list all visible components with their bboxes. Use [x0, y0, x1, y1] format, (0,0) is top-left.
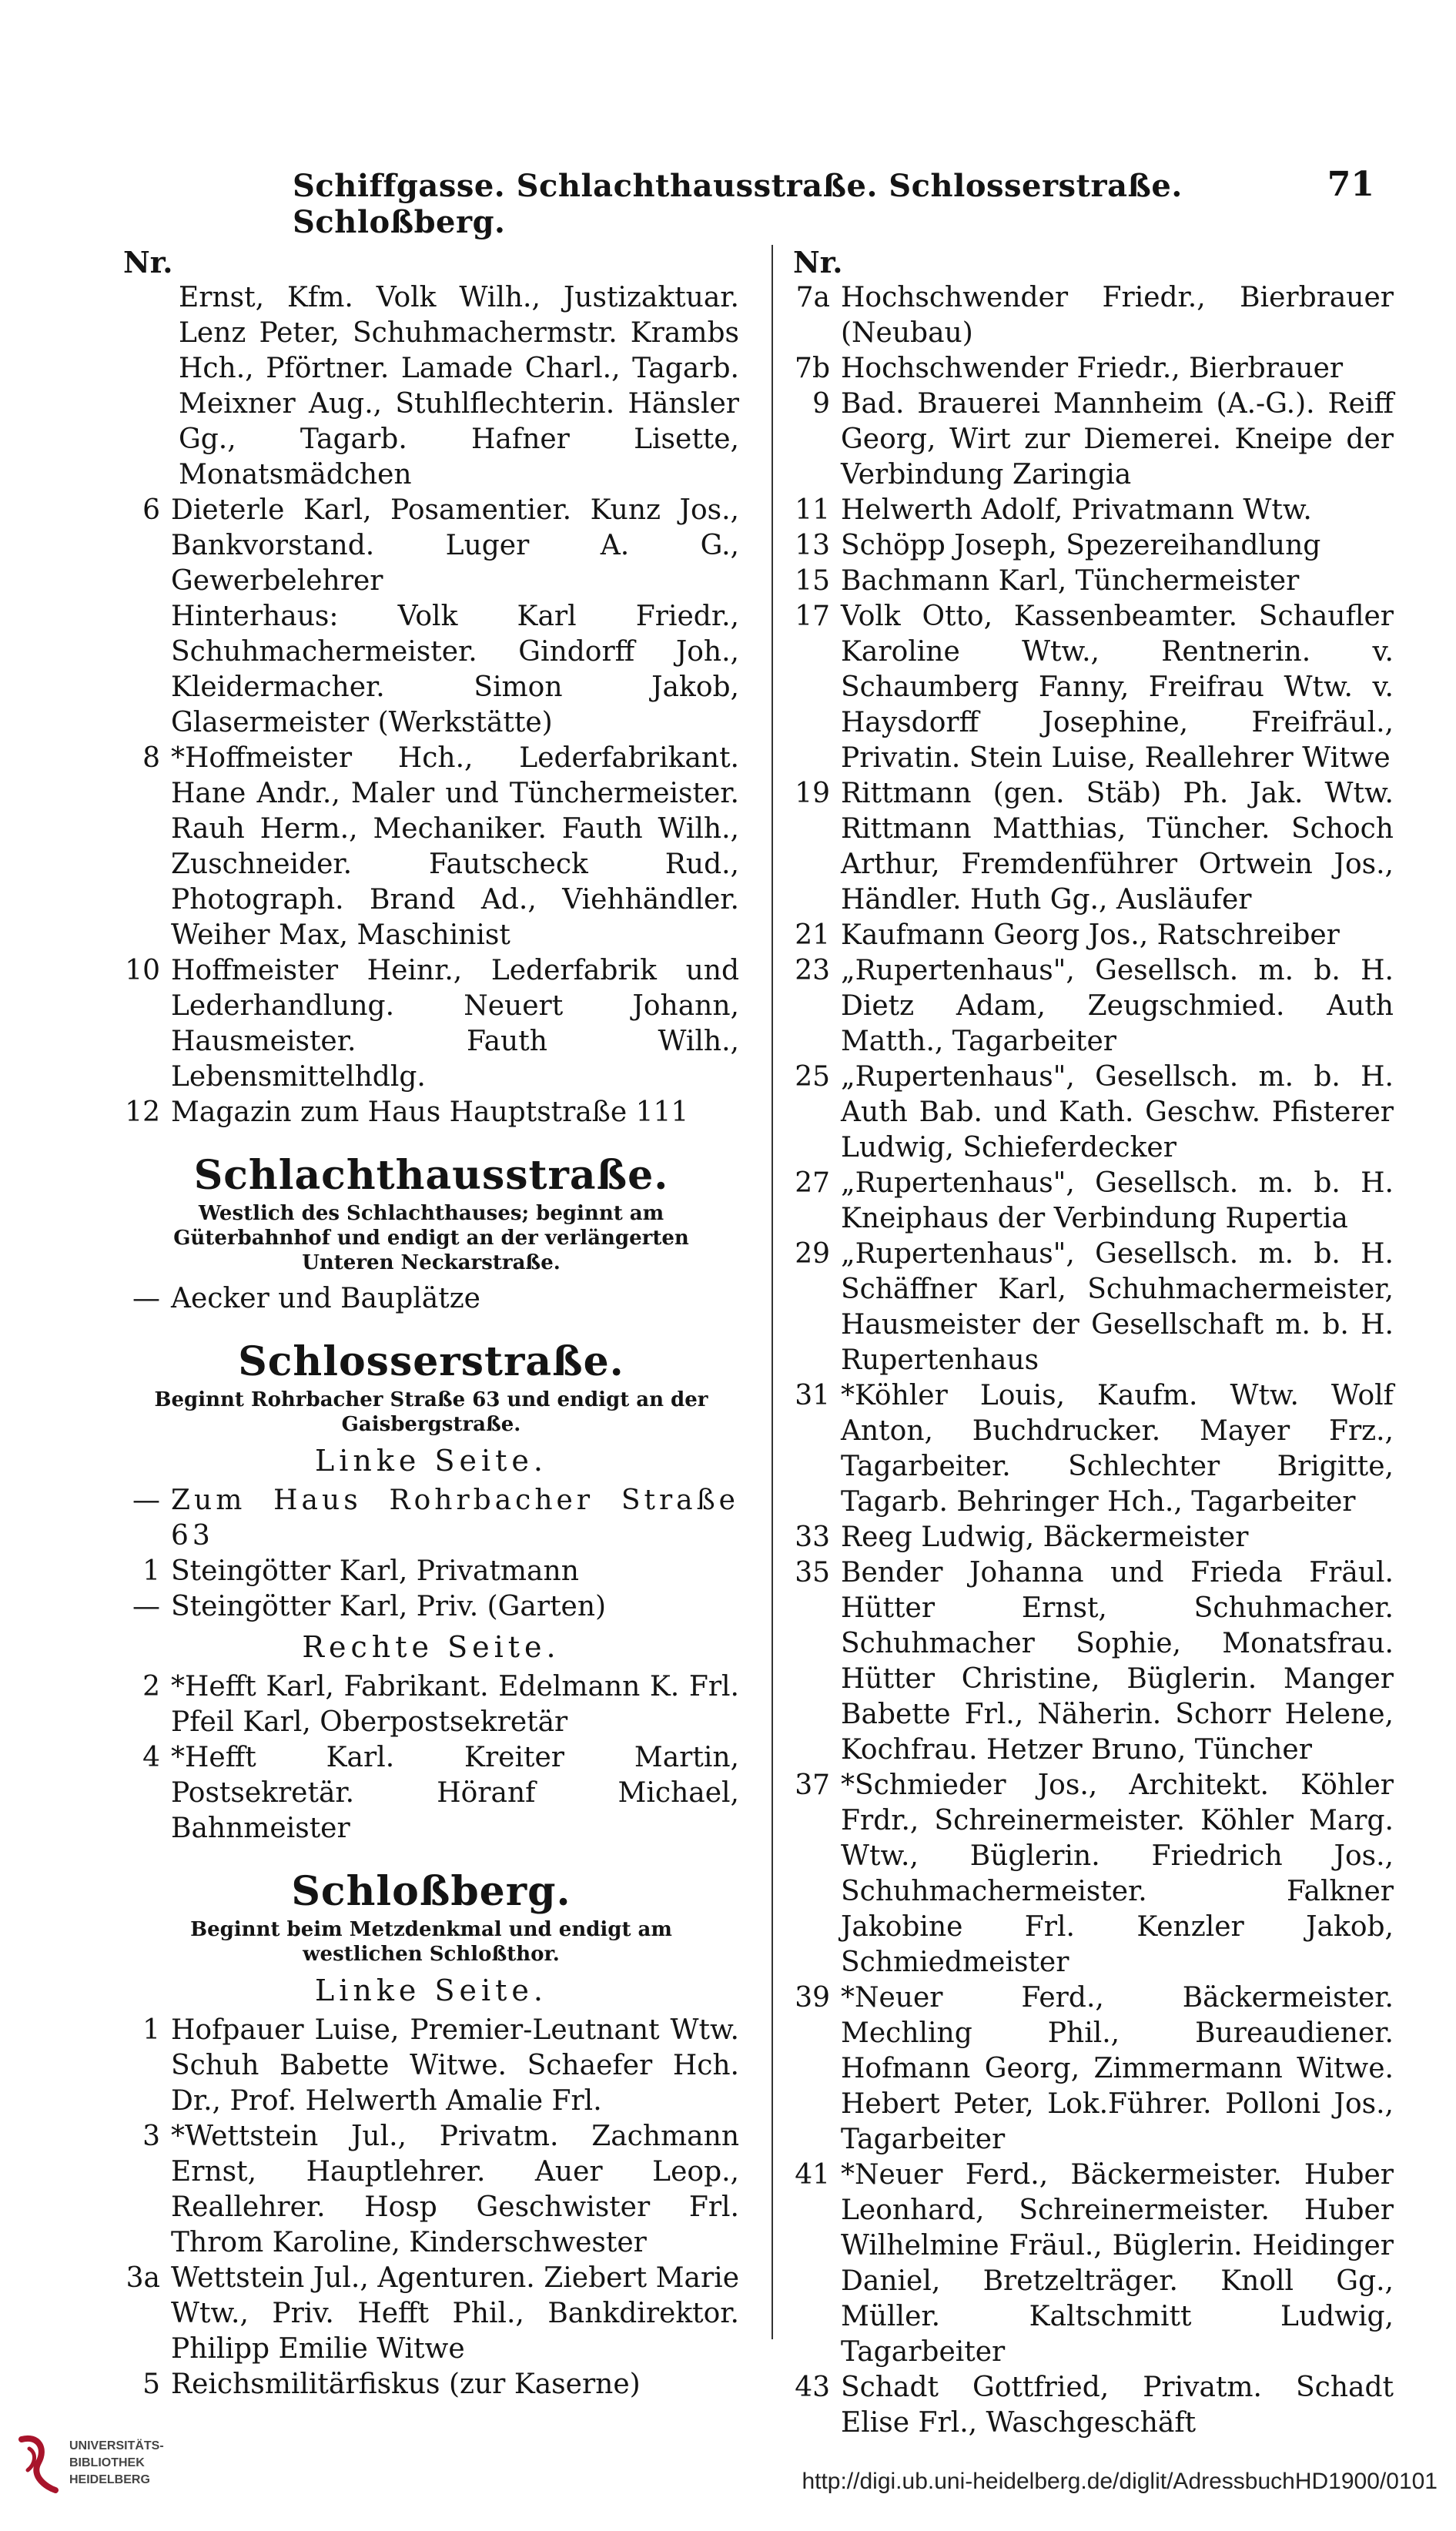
- address-entry: [123, 1281, 739, 1317]
- side-heading-right: Rechte Seite.: [302, 1630, 561, 1664]
- address-entry: [793, 1237, 1394, 1378]
- entry-text: Hofpauer Luise, Premier-Leutnant Wtw. Schuh Babette Witwe. Schaefer Hch. Dr., Prof. Helwerth Amalie Frl.: [171, 2014, 739, 2117]
- house-number: [123, 599, 171, 741]
- entry-text: Kaufmann Georg Jos., Ratschreiber: [841, 919, 1340, 951]
- entry-text: Bachmann Karl, Tünchermeister: [841, 565, 1300, 597]
- entry-text: Bender Johanna und Frieda Fräul. Hütter Ernst, Schuhmacher. Schuhmacher Sophie, Monatsfrau. Hütter Christine, Büglerin. Manger Babette Frl., Näherin. Schorr Helene, Kochfrau. Hetzer Bruno, Tüncher: [841, 1557, 1394, 1766]
- address-entry: [793, 493, 1394, 528]
- entry-text: Hochschwender Friedr., Bierbrauer (Neubau): [841, 282, 1394, 349]
- side-heading-left: Linke Seite.: [315, 1974, 547, 2007]
- entry-text: Reichsmilitärfiskus (zur Kaserne): [171, 2369, 641, 2400]
- house-number: 41: [795, 2159, 830, 2191]
- street-heading-schlossberg: Schloßberg.: [291, 1868, 571, 1915]
- entry-text: Hinterhaus: Volk Karl Friedr., Schuhmachermeister. Gindorff Joh., Kleidermacher. Simon Jakob, Glasermeister (Werkstätte): [171, 601, 739, 738]
- entry-text: *Hoffmeister Hch., Lederfabrikant. Hane Andr., Maler und Tünchermeister. Rauh Herm., Mechaniker. Fauth Wilh., Zuschneider. Fautscheck Rud., Photograph. Brand Ad., Viehhändler. Weiher Max, Maschinist: [171, 742, 739, 951]
- address-entry: [793, 1980, 1394, 2158]
- entry-text: Schöpp Joseph, Spezereihandlung: [841, 530, 1321, 561]
- house-number: 12: [125, 1096, 160, 1128]
- entry-text: Schadt Gottfried, Privatm. Schadt Elise Frl., Waschgeschäft: [841, 2372, 1394, 2439]
- address-entry: [123, 741, 739, 953]
- house-number: 29: [795, 1238, 830, 1270]
- house-number: —: [132, 1485, 160, 1516]
- side-heading-left: Linke Seite.: [315, 1444, 547, 1478]
- entry-text: Magazin zum Haus Hauptstraße 111: [171, 1096, 689, 1128]
- address-entry: [793, 953, 1394, 1060]
- house-number: 7a: [795, 282, 830, 313]
- house-number: 31: [795, 1380, 830, 1411]
- house-number: 33: [795, 1522, 830, 1553]
- logo-line: BIBLIOTHEK: [69, 2456, 145, 2469]
- house-number: 3: [142, 2121, 160, 2152]
- address-entry: [793, 1166, 1394, 1237]
- logo-line: UNIVERSITÄTS-: [69, 2439, 164, 2452]
- entry-text: Steingötter Karl, Priv. (Garten): [171, 1591, 607, 1622]
- house-number: 43: [795, 2372, 830, 2403]
- address-entry: [793, 564, 1394, 599]
- house-number: 19: [795, 778, 830, 809]
- house-number: 3a: [126, 2262, 160, 2294]
- entry-text: Steingötter Karl, Privatmann: [171, 1555, 579, 1587]
- entry-text: *Hefft Karl, Fabrikant. Edelmann K. Frl. Pfeil Karl, Oberpostsekretär: [171, 1671, 739, 1738]
- entry-text: *Neuer Ferd., Bäckermeister. Huber Leonhard, Schreinermeister. Huber Wilhelmine Fräul., Büglerin. Heidinger Daniel, Bretzelträger. Knoll Gg., Müller. Kaltschmitt Ludwig, Tagarbeiter: [841, 2159, 1394, 2368]
- street-description: Beginnt Rohrbacher Straße 63 und endigt an der Gaisbergstraße.: [154, 1388, 708, 1436]
- entry-text: Aecker und Bauplätze: [171, 1283, 480, 1314]
- entry-text: Wettstein Jul., Agenturen. Ziebert Marie Wtw., Priv. Hefft Phil., Bankdirektor. Philipp Emilie Witwe: [171, 2262, 739, 2365]
- address-entry: [123, 1589, 739, 1625]
- entry-text: Zum Haus Rohrbacher Straße 63: [171, 1485, 739, 1552]
- entry-text: Volk Otto, Kassenbeamter. Schaufler Karoline Wtw., Rentnerin. v. Schaumberg Fanny, Freifrau Wtw. v. Haysdorff Josephine, Freifräul., Privatin. Stein Luise, Reallehrer Witwe: [841, 601, 1394, 774]
- house-number: 1: [142, 1555, 160, 1587]
- address-entry: [123, 1483, 739, 1554]
- house-number: 21: [795, 919, 830, 951]
- library-logo-text: [69, 2438, 164, 2489]
- entry-text: *Hefft Karl. Kreiter Martin, Postsekretär. Höranf Michael, Bahnmeister: [171, 1742, 739, 1844]
- house-number: 11: [795, 494, 830, 526]
- address-entry: [793, 918, 1394, 953]
- house-number: 37: [795, 1769, 830, 1801]
- entry-text: *Wettstein Jul., Privatm. Zachmann Ernst, Hauptlehrer. Auer Leop., Reallehrer. Hosp Geschwister Frl. Throm Karoline, Kinderschwester: [171, 2121, 739, 2258]
- address-entry: [123, 1669, 739, 1740]
- house-number: 35: [795, 1557, 830, 1589]
- street-description: Beginnt beim Metzdenkmal und endigt am westlichen Schloßthor.: [190, 1918, 672, 1966]
- house-number: 27: [795, 1167, 830, 1199]
- address-entry: [793, 1768, 1394, 1980]
- entry-text: *Köhler Louis, Kaufm. Wtw. Wolf Anton, Buchdrucker. Mayer Frz., Tagarbeiter. Schlechter Brigitte, Tagarb. Behringer Hch., Tagarbeiter: [841, 1380, 1394, 1518]
- entry-text: Hochschwender Friedr., Bierbrauer: [841, 353, 1344, 384]
- address-entry: [793, 1555, 1394, 1768]
- house-number: 23: [795, 955, 830, 986]
- entry-text: „Rupertenhaus", Gesellsch. m. b. H. Auth Bab. und Kath. Geschw. Pfisterer Ludwig, Schieferdecker: [841, 1061, 1394, 1163]
- house-number: 15: [795, 565, 830, 597]
- house-number: 13: [795, 530, 830, 561]
- address-entry: [793, 387, 1394, 493]
- library-logo-icon: [15, 2433, 62, 2495]
- page-number: 71: [1327, 165, 1374, 204]
- address-entry: [793, 776, 1394, 918]
- address-entry: [123, 2013, 739, 2119]
- running-head: Schiffgasse. Schlachthausstraße. Schlosserstraße. Schloßberg.: [293, 168, 1183, 240]
- address-entry: [793, 351, 1394, 387]
- address-entry: [793, 2370, 1394, 2441]
- source-url[interactable]: http://digi.ub.uni-heidelberg.de/diglit/AdressbuchHD1900/0101: [802, 2469, 1438, 2494]
- address-entry: [123, 1740, 739, 1846]
- house-number: 9: [812, 388, 830, 420]
- street-heading-schlachthaus: Schlachthausstraße.: [193, 1152, 669, 1199]
- house-number: 25: [795, 1061, 830, 1093]
- house-number: 5: [142, 2369, 160, 2400]
- house-number: —: [132, 1283, 160, 1314]
- entry-text: „Rupertenhaus", Gesellsch. m. b. H. Schäffner Karl, Schuhmachermeister, Hausmeister der Gesellschaft m. b. H. Rupertenhaus: [841, 1238, 1394, 1376]
- house-number: 8: [142, 742, 160, 774]
- house-number: —: [132, 1591, 160, 1622]
- entry-text: *Schmieder Jos., Architekt. Köhler Frdr., Schreinermeister. Köhler Marg. Wtw., Büglerin. Friedrich Jos., Schuhmachermeister. Falkner Jakobine Frl. Kenzler Jakob, Schmiedmeister: [841, 1769, 1394, 1978]
- left-column: [123, 245, 739, 2402]
- address-entry: [123, 1095, 739, 1130]
- house-number: 1: [142, 2014, 160, 2046]
- entry-text: Rittmann (gen. Stäb) Ph. Jak. Wtw. Rittmann Matthias, Tüncher. Schoch Arthur, Fremdenführer Ortwein Jos., Händler. Huth Gg., Ausläufer: [841, 778, 1394, 916]
- house-number: 2: [142, 1671, 160, 1702]
- address-entry: [123, 1554, 739, 1589]
- nr-label: Nr.: [793, 245, 843, 280]
- entry-continuation: Ernst, Kfm. Volk Wilh., Justizaktuar. Lenz Peter, Schuhmachermstr. Krambs Hch., Pförtner. Lamade Charl., Tagarb. Meixner Aug., Stuhlflechterin. Hänsler Gg., Tagarb. Hafner Lisette, Monatsmädchen: [179, 282, 739, 490]
- house-number: 6: [142, 494, 160, 526]
- house-number: 17: [795, 601, 830, 632]
- entry-text: Helwerth Adolf, Privatmann Wtw.: [841, 494, 1312, 526]
- address-entry: [793, 599, 1394, 776]
- nr-label: Nr.: [123, 245, 173, 280]
- house-number: 10: [125, 955, 160, 986]
- entry-text: „Rupertenhaus", Gesellsch. m. b. H. Kneiphaus der Verbindung Rupertia: [841, 1167, 1394, 1234]
- address-entry: [793, 280, 1394, 351]
- entry-text: Dieterle Karl, Posamentier. Kunz Jos., Bankvorstand. Luger A. G., Gewerbelehrer: [171, 494, 739, 597]
- address-entry: [123, 2367, 739, 2402]
- address-entry: [793, 1520, 1394, 1555]
- address-entry: [123, 2261, 739, 2367]
- address-entry: [793, 1378, 1394, 1520]
- column-divider: [772, 245, 773, 2339]
- address-entry: [123, 493, 739, 599]
- entry-text: Reeg Ludwig, Bäckermeister: [841, 1522, 1249, 1553]
- address-entry: [793, 1060, 1394, 1166]
- house-number: 7b: [795, 353, 830, 384]
- address-entry: [123, 599, 739, 741]
- address-entry: [123, 953, 739, 1095]
- library-logo: [15, 2433, 200, 2510]
- street-description: Westlich des Schlachthauses; beginnt am Güterbahnhof und endigt an der verlängerten Unteren Neckarstraße.: [173, 1202, 689, 1274]
- entry-text: „Rupertenhaus", Gesellsch. m. b. H. Dietz Adam, Zeugschmied. Auth Matth., Tagarbeiter: [841, 955, 1394, 1057]
- address-entry: [793, 528, 1394, 564]
- address-entry: [123, 2119, 739, 2261]
- entry-text: Bad. Brauerei Mannheim (A.-G.). Reiff Georg, Wirt zur Diemerei. Kneipe der Verbindung Zaringia: [841, 388, 1394, 490]
- house-number: 39: [795, 1982, 830, 2014]
- street-heading-schlosser: Schlosserstraße.: [238, 1338, 624, 1385]
- logo-line: HEIDELBERG: [69, 2473, 150, 2486]
- address-entry: [793, 2158, 1394, 2370]
- entry-text: *Neuer Ferd., Bäckermeister. Mechling Phil., Bureaudiener. Hofmann Georg, Zimmermann Witwe. Hebert Peter, Lok.Führer. Polloni Jos., Tagarbeiter: [841, 1982, 1394, 2155]
- right-entries-list: [793, 280, 1394, 2441]
- right-column: [793, 245, 1394, 2441]
- house-number: 4: [142, 1742, 160, 1773]
- entry-text: Hoffmeister Heinr., Lederfabrik und Lederhandlung. Neuert Johann, Hausmeister. Fauth Wilh., Lebensmittelhdlg.: [171, 955, 739, 1093]
